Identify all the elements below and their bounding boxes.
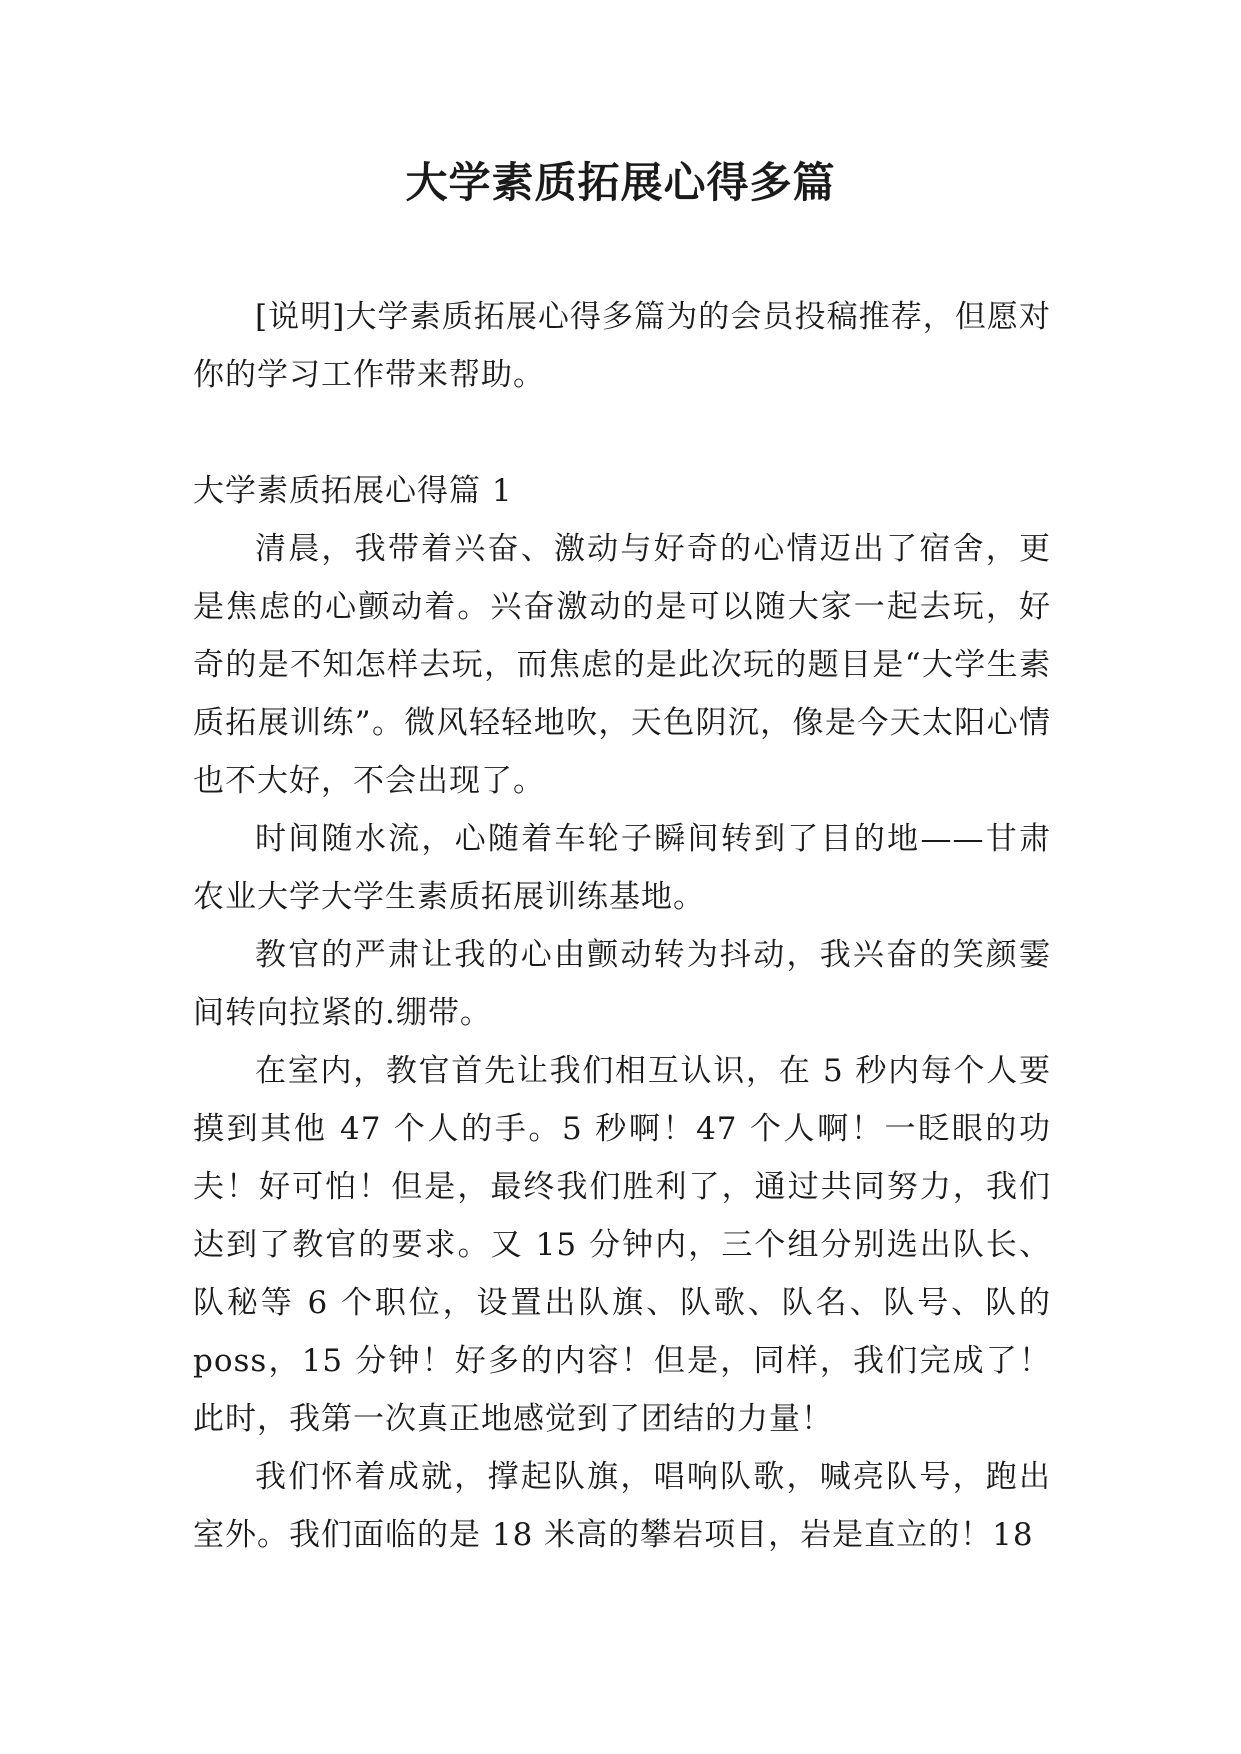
document-body [193,288,1051,1564]
intro-paragraph: [说明]大学素质拓展心得多篇为的会员投稿推荐，但愿对你的学习工作带来帮助。 [193,299,1051,393]
body-paragraph-1: 清晨，我带着兴奋、激动与好奇的心情迈出了宿舍，更是焦虑的心颤动着。兴奋激动的是可以随大家一起去玩，好奇的是不知怎样去玩，而焦虑的是此次玩的题目是“大学生素质拓展训练”。微风轻轻地吹，天色阴沉，像是今天太阳心情也不大好，不会出现了。 [193,531,1051,799]
section-heading: 大学素质拓展心得篇 1 [193,473,513,509]
body-paragraph-5: 我们怀着成就，撑起队旗，唱响队歌，喊亮队号，跑出室外。我们面临的是 18 米高的攀岩项目，岩是直立的！18 [193,1459,1051,1553]
document-title: 大学素质拓展心得多篇 [405,158,836,207]
body-paragraph-4: 在室内，教官首先让我们相互认识，在 5 秒内每个人要摸到其他 47 个人的手。5 秒啊！47 个人啊！一眨眼的功夫！好可怕！但是，最终我们胜利了，通过共同努力，我们达到了教官的要求。又 15 分钟内，三个组分别选出队长、队秘等 6 个职位，设置出队旗、队歌、队名、队号、队的 poss，15 分钟！好多的内容！但是，同样，我们完成了！此时，我第一次真正地感觉到了团结的力量！ [193,1053,1051,1437]
body-paragraph-2: 时间随水流，心随着车轮子瞬间转到了目的地——甘肃农业大学大学生素质拓展训练基地。 [193,821,1051,915]
body-paragraph-3: 教官的严肃让我的心由颤动转为抖动，我兴奋的笑颜霎间转向拉紧的.绷带。 [193,937,1051,1031]
